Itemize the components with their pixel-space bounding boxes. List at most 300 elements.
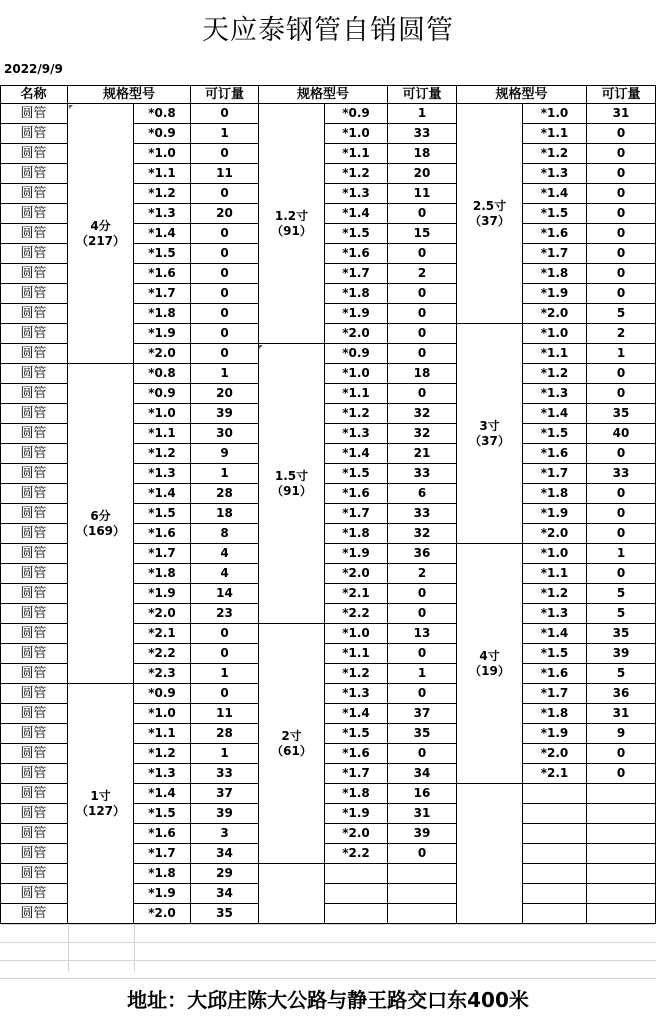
item-name-cell: 圆管 <box>0 584 68 604</box>
item-name-cell: 圆管 <box>0 724 68 744</box>
spec-cell: *1.2 <box>523 584 587 604</box>
spec-cell: *1.7 <box>325 264 388 284</box>
spec-cell: *2.1 <box>325 584 388 604</box>
spec-cell: *1.3 <box>134 764 191 784</box>
qty-cell: 0 <box>191 224 259 244</box>
spec-cell: *2.3 <box>134 664 191 684</box>
size-group-label: 2寸 <box>281 728 302 743</box>
spec-cell: *1.0 <box>134 704 191 724</box>
spec-cell: *1.8 <box>325 784 388 804</box>
qty-cell: 32 <box>388 424 457 444</box>
qty-cell: 35 <box>587 624 656 644</box>
qty-cell: 0 <box>191 644 259 664</box>
qty-cell: 0 <box>191 624 259 644</box>
spec-cell: *1.4 <box>523 184 587 204</box>
header-name: 名称 <box>0 85 68 104</box>
spec-cell: *1.9 <box>134 324 191 344</box>
qty-cell: 2 <box>388 264 457 284</box>
qty-cell: 33 <box>388 504 457 524</box>
qty-cell: 1 <box>191 124 259 144</box>
size-group-cell <box>259 624 325 864</box>
spec-cell: *1.6 <box>523 224 587 244</box>
spec-cell: *1.2 <box>325 664 388 684</box>
item-name-cell: 圆管 <box>0 524 68 544</box>
size-group-cell <box>68 684 134 924</box>
size-group-total: （61） <box>271 743 312 758</box>
qty-cell: 31 <box>587 104 656 124</box>
spec-cell: *1.4 <box>325 444 388 464</box>
qty-cell: 35 <box>388 724 457 744</box>
spec-cell: *1.2 <box>325 164 388 184</box>
qty-cell: 1 <box>191 364 259 384</box>
spec-cell: *1.6 <box>325 244 388 264</box>
spec-cell: *1.6 <box>325 484 388 504</box>
qty-cell: 0 <box>388 204 457 224</box>
qty-cell: 33 <box>587 464 656 484</box>
qty-cell: 0 <box>388 284 457 304</box>
item-name-cell: 圆管 <box>0 124 68 144</box>
spec-cell: *1.5 <box>325 724 388 744</box>
cell-marker-icon <box>69 105 73 109</box>
page-title: 天应泰钢管自销圆管 <box>202 15 454 46</box>
item-name-cell: 圆管 <box>0 384 68 404</box>
qty-cell: 5 <box>587 584 656 604</box>
empty-cell <box>325 864 388 884</box>
spec-cell: *1.4 <box>325 204 388 224</box>
spec-cell: *1.1 <box>134 424 191 444</box>
spec-cell: *0.9 <box>134 684 191 704</box>
qty-cell: 8 <box>191 524 259 544</box>
spec-cell: *1.0 <box>134 144 191 164</box>
qty-cell: 0 <box>587 204 656 224</box>
item-name-cell: 圆管 <box>0 604 68 624</box>
header-qty: 可订量 <box>191 85 259 104</box>
spec-cell: *0.8 <box>134 364 191 384</box>
empty-cell <box>325 884 388 904</box>
qty-cell: 1 <box>191 664 259 684</box>
qty-cell: 30 <box>191 424 259 444</box>
spec-cell: *1.1 <box>523 124 587 144</box>
qty-cell: 0 <box>587 244 656 264</box>
spec-cell: *1.8 <box>325 284 388 304</box>
qty-cell: 20 <box>388 164 457 184</box>
empty-cell <box>587 864 656 884</box>
spec-cell: *1.5 <box>325 224 388 244</box>
qty-cell: 0 <box>587 484 656 504</box>
qty-cell: 33 <box>388 124 457 144</box>
empty-cell <box>259 864 325 924</box>
qty-cell: 0 <box>191 244 259 264</box>
empty-cell <box>388 884 457 904</box>
empty-cell <box>587 784 656 804</box>
empty-cell <box>523 844 587 864</box>
spec-cell: *2.2 <box>325 844 388 864</box>
item-name-cell: 圆管 <box>0 684 68 704</box>
sheet-gridline <box>0 942 656 943</box>
qty-cell: 40 <box>587 424 656 444</box>
spec-cell: *1.9 <box>523 284 587 304</box>
sheet-gridline <box>134 924 135 972</box>
spec-cell: *1.5 <box>134 244 191 264</box>
qty-cell: 0 <box>388 844 457 864</box>
qty-cell: 21 <box>388 444 457 464</box>
spec-cell: *0.8 <box>134 104 191 124</box>
size-group-cell <box>457 544 523 784</box>
spec-cell: *1.6 <box>523 664 587 684</box>
spec-cell: *1.5 <box>523 424 587 444</box>
spec-cell: *1.7 <box>523 684 587 704</box>
spec-cell: *1.0 <box>325 364 388 384</box>
size-group-label: 4分 <box>90 218 111 233</box>
size-group-cell <box>68 104 134 364</box>
item-name-cell: 圆管 <box>0 904 68 924</box>
spec-cell: *1.3 <box>325 184 388 204</box>
qty-cell: 39 <box>388 824 457 844</box>
item-name-cell: 圆管 <box>0 364 68 384</box>
item-name-cell: 圆管 <box>0 224 68 244</box>
spec-cell: *2.1 <box>523 764 587 784</box>
spec-cell: *1.0 <box>523 544 587 564</box>
spec-cell: *1.3 <box>325 424 388 444</box>
spec-cell: *1.0 <box>325 124 388 144</box>
qty-cell: 0 <box>388 384 457 404</box>
address-footer: 地址：大邱庄陈大公路与静王路交口东400米 <box>127 988 529 1012</box>
size-group-total: （91） <box>271 483 312 498</box>
spec-cell: *1.9 <box>134 584 191 604</box>
empty-cell <box>587 884 656 904</box>
size-group-label: 1.5寸 <box>274 468 309 483</box>
spec-cell: *1.7 <box>134 844 191 864</box>
item-name-cell: 圆管 <box>0 464 68 484</box>
qty-cell: 0 <box>587 444 656 464</box>
qty-cell: 37 <box>388 704 457 724</box>
item-name-cell: 圆管 <box>0 344 68 364</box>
empty-cell <box>523 864 587 884</box>
qty-cell: 4 <box>191 564 259 584</box>
qty-cell: 0 <box>191 264 259 284</box>
spec-cell: *1.3 <box>134 204 191 224</box>
empty-cell <box>587 844 656 864</box>
empty-cell <box>587 804 656 824</box>
qty-cell: 0 <box>388 244 457 264</box>
item-name-cell: 圆管 <box>0 664 68 684</box>
qty-cell: 33 <box>191 764 259 784</box>
qty-cell: 0 <box>191 144 259 164</box>
qty-cell: 35 <box>587 404 656 424</box>
spec-cell: *1.6 <box>134 824 191 844</box>
qty-cell: 28 <box>191 724 259 744</box>
qty-cell: 0 <box>191 684 259 704</box>
size-group-label: 1.2寸 <box>274 208 309 223</box>
spec-cell: *1.9 <box>523 504 587 524</box>
qty-cell: 1 <box>191 464 259 484</box>
qty-cell: 18 <box>388 364 457 384</box>
qty-cell: 0 <box>191 284 259 304</box>
qty-cell: 28 <box>191 484 259 504</box>
spec-cell: *1.8 <box>523 704 587 724</box>
spec-cell: *1.2 <box>325 404 388 424</box>
spec-cell: *1.9 <box>325 804 388 824</box>
qty-cell: 1 <box>587 344 656 364</box>
qty-cell: 0 <box>388 644 457 664</box>
spec-cell: *2.0 <box>523 744 587 764</box>
spec-cell: *1.8 <box>523 484 587 504</box>
qty-cell: 6 <box>388 484 457 504</box>
size-group-label: 2.5寸 <box>472 198 507 213</box>
size-group-total: （37） <box>469 213 510 228</box>
sheet-gridline <box>68 924 69 972</box>
spec-cell: *2.0 <box>523 524 587 544</box>
spec-cell: *1.6 <box>134 264 191 284</box>
spec-cell: *2.0 <box>325 824 388 844</box>
spec-cell: *1.6 <box>523 444 587 464</box>
spec-cell: *0.9 <box>325 104 388 124</box>
spec-cell: *1.1 <box>325 144 388 164</box>
spec-cell: *1.3 <box>523 164 587 184</box>
spec-cell: *1.9 <box>134 884 191 904</box>
size-group-cell <box>457 324 523 544</box>
qty-cell: 37 <box>191 784 259 804</box>
qty-cell: 0 <box>587 164 656 184</box>
size-group-total: （169） <box>75 523 126 538</box>
header-qty: 可订量 <box>587 85 656 104</box>
item-name-cell: 圆管 <box>0 784 68 804</box>
spec-cell: *1.0 <box>134 404 191 424</box>
qty-cell: 36 <box>388 544 457 564</box>
spec-cell: *1.4 <box>523 404 587 424</box>
item-name-cell: 圆管 <box>0 144 68 164</box>
spec-cell: *1.8 <box>134 304 191 324</box>
qty-cell: 31 <box>388 804 457 824</box>
spec-cell: *2.0 <box>523 304 587 324</box>
spec-cell: *1.4 <box>523 624 587 644</box>
size-group-total: （19） <box>469 663 510 678</box>
qty-cell: 3 <box>191 824 259 844</box>
item-name-cell: 圆管 <box>0 644 68 664</box>
qty-cell: 29 <box>191 864 259 884</box>
header-spec: 规格型号 <box>68 85 191 104</box>
spec-cell: *0.9 <box>325 344 388 364</box>
sheet-gridline <box>0 960 656 961</box>
qty-cell: 9 <box>587 724 656 744</box>
spec-cell: *1.3 <box>325 684 388 704</box>
qty-cell: 0 <box>587 224 656 244</box>
qty-cell: 32 <box>388 524 457 544</box>
spec-cell: *0.9 <box>134 124 191 144</box>
qty-cell: 18 <box>388 144 457 164</box>
item-name-cell: 圆管 <box>0 284 68 304</box>
qty-cell: 16 <box>388 784 457 804</box>
qty-cell: 0 <box>388 744 457 764</box>
qty-cell: 0 <box>587 124 656 144</box>
empty-cell <box>388 904 457 924</box>
spec-cell: *1.7 <box>134 544 191 564</box>
size-group-total: （127） <box>75 803 126 818</box>
qty-cell: 34 <box>191 844 259 864</box>
item-name-cell: 圆管 <box>0 404 68 424</box>
qty-cell: 0 <box>388 684 457 704</box>
item-name-cell: 圆管 <box>0 504 68 524</box>
item-name-cell: 圆管 <box>0 844 68 864</box>
spec-cell: *2.2 <box>134 644 191 664</box>
spec-cell: *2.0 <box>134 904 191 924</box>
size-group-cell <box>68 364 134 684</box>
spec-cell: *2.0 <box>325 324 388 344</box>
item-name-cell: 圆管 <box>0 764 68 784</box>
spec-cell: *2.1 <box>134 624 191 644</box>
spec-cell: *1.2 <box>523 364 587 384</box>
qty-cell: 0 <box>587 744 656 764</box>
spec-cell: *1.4 <box>134 784 191 804</box>
spec-cell: *1.8 <box>134 864 191 884</box>
qty-cell: 0 <box>388 344 457 364</box>
empty-cell <box>523 804 587 824</box>
qty-cell: 1 <box>191 744 259 764</box>
spec-cell: *1.5 <box>325 464 388 484</box>
spec-cell: *2.0 <box>325 564 388 584</box>
qty-cell: 34 <box>388 764 457 784</box>
qty-cell: 0 <box>191 184 259 204</box>
qty-cell: 34 <box>191 884 259 904</box>
qty-cell: 2 <box>587 324 656 344</box>
spec-cell: *1.3 <box>523 604 587 624</box>
item-name-cell: 圆管 <box>0 424 68 444</box>
qty-cell: 39 <box>587 644 656 664</box>
item-name-cell: 圆管 <box>0 804 68 824</box>
qty-cell: 2 <box>388 564 457 584</box>
spec-cell: *1.7 <box>523 244 587 264</box>
spec-cell: *1.8 <box>523 264 587 284</box>
qty-cell: 0 <box>388 584 457 604</box>
spec-cell: *1.4 <box>325 704 388 724</box>
qty-cell: 13 <box>388 624 457 644</box>
qty-cell: 11 <box>388 184 457 204</box>
empty-cell <box>523 784 587 804</box>
item-name-cell: 圆管 <box>0 824 68 844</box>
size-group-label: 3寸 <box>479 418 500 433</box>
spec-cell: *2.0 <box>134 344 191 364</box>
item-name-cell: 圆管 <box>0 624 68 644</box>
qty-cell: 14 <box>191 584 259 604</box>
empty-cell <box>587 824 656 844</box>
spec-cell: *1.5 <box>523 204 587 224</box>
spec-cell: *1.5 <box>134 504 191 524</box>
empty-cell <box>457 784 523 924</box>
item-name-cell: 圆管 <box>0 704 68 724</box>
spec-cell: *1.9 <box>325 544 388 564</box>
qty-cell: 0 <box>191 324 259 344</box>
spec-cell: *1.9 <box>325 304 388 324</box>
spec-cell: *1.8 <box>134 564 191 584</box>
qty-cell: 0 <box>587 364 656 384</box>
qty-cell: 0 <box>587 184 656 204</box>
spec-cell: *2.0 <box>134 604 191 624</box>
spec-cell: *0.9 <box>134 384 191 404</box>
item-name-cell: 圆管 <box>0 544 68 564</box>
item-name-cell: 圆管 <box>0 264 68 284</box>
qty-cell: 0 <box>191 304 259 324</box>
size-group-label: 6分 <box>90 508 111 523</box>
qty-cell: 0 <box>587 764 656 784</box>
qty-cell: 1 <box>388 664 457 684</box>
spec-cell: *1.3 <box>134 464 191 484</box>
spec-cell: *2.2 <box>325 604 388 624</box>
item-name-cell: 圆管 <box>0 204 68 224</box>
spec-cell: *1.0 <box>523 324 587 344</box>
item-name-cell: 圆管 <box>0 484 68 504</box>
spec-cell: *1.1 <box>134 164 191 184</box>
qty-cell: 5 <box>587 304 656 324</box>
spec-cell: *1.1 <box>134 724 191 744</box>
spec-cell: *1.5 <box>523 644 587 664</box>
item-name-cell: 圆管 <box>0 444 68 464</box>
size-group-cell <box>259 104 325 344</box>
size-group-cell <box>457 104 523 324</box>
spec-cell: *1.9 <box>523 724 587 744</box>
spec-cell: *1.7 <box>325 504 388 524</box>
spec-cell: *1.1 <box>523 344 587 364</box>
spec-cell: *1.0 <box>523 104 587 124</box>
item-name-cell: 圆管 <box>0 244 68 264</box>
qty-cell: 0 <box>587 384 656 404</box>
sheet-gridline <box>0 978 656 979</box>
header-qty: 可订量 <box>388 85 457 104</box>
qty-cell: 0 <box>587 264 656 284</box>
qty-cell: 0 <box>587 504 656 524</box>
qty-cell: 0 <box>587 144 656 164</box>
spec-cell: *1.3 <box>523 384 587 404</box>
qty-cell: 5 <box>587 604 656 624</box>
qty-cell: 1 <box>388 104 457 124</box>
spec-cell: *1.7 <box>523 464 587 484</box>
empty-cell <box>523 904 587 924</box>
qty-cell: 36 <box>587 684 656 704</box>
qty-cell: 39 <box>191 404 259 424</box>
qty-cell: 0 <box>388 324 457 344</box>
header-spec: 规格型号 <box>259 85 388 104</box>
spec-cell: *1.7 <box>325 764 388 784</box>
item-name-cell: 圆管 <box>0 884 68 904</box>
qty-cell: 39 <box>191 804 259 824</box>
item-name-cell: 圆管 <box>0 304 68 324</box>
qty-cell: 0 <box>587 564 656 584</box>
qty-cell: 32 <box>388 404 457 424</box>
spec-cell: *1.1 <box>325 384 388 404</box>
qty-cell: 4 <box>191 544 259 564</box>
report-date: 2022/9/9 <box>4 62 63 76</box>
qty-cell: 31 <box>587 704 656 724</box>
size-group-total: （217） <box>75 233 126 248</box>
qty-cell: 0 <box>587 524 656 544</box>
spec-cell: *1.6 <box>325 744 388 764</box>
qty-cell: 11 <box>191 704 259 724</box>
spec-cell: *1.0 <box>325 624 388 644</box>
qty-cell: 20 <box>191 204 259 224</box>
qty-cell: 0 <box>388 304 457 324</box>
item-name-cell: 圆管 <box>0 104 68 124</box>
spec-cell: *1.4 <box>134 484 191 504</box>
empty-cell <box>523 824 587 844</box>
qty-cell: 35 <box>191 904 259 924</box>
empty-cell <box>587 904 656 924</box>
item-name-cell: 圆管 <box>0 564 68 584</box>
item-name-cell: 圆管 <box>0 324 68 344</box>
spec-cell: *1.2 <box>134 444 191 464</box>
item-name-cell: 圆管 <box>0 164 68 184</box>
spec-cell: *1.2 <box>134 744 191 764</box>
empty-cell <box>523 884 587 904</box>
item-name-cell: 圆管 <box>0 864 68 884</box>
